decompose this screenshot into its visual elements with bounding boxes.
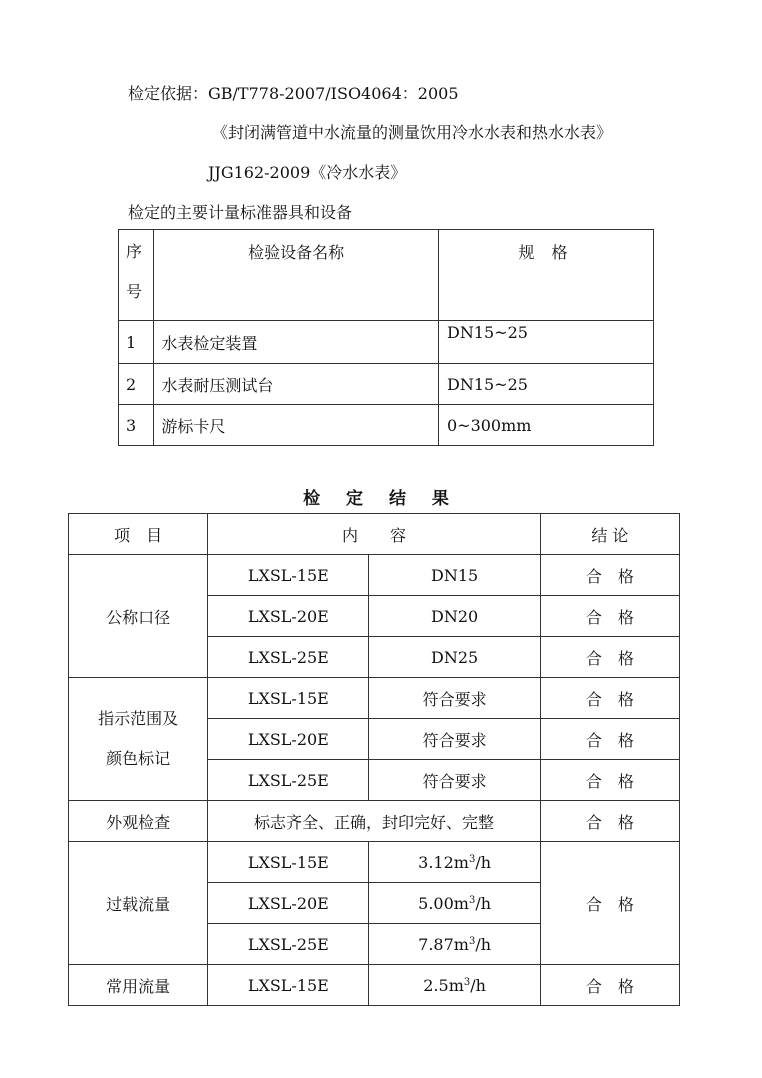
value-cell: 符合要求: [369, 678, 540, 719]
model-cell: LXSL-20E: [208, 883, 369, 924]
value-cell: [369, 842, 540, 883]
flow-unit-prefix: m: [453, 852, 469, 872]
equipment-header-row: [119, 230, 654, 321]
equipment-table: [118, 229, 654, 446]
conclusion-cell: 合 格: [540, 719, 679, 760]
row-name: 水表检定装置: [154, 321, 439, 364]
results-table: [68, 513, 680, 1006]
conclusion-cell: 合 格: [540, 678, 679, 719]
flow-unit-suffix: /h: [470, 975, 486, 995]
model-cell: LXSL-25E: [208, 924, 369, 965]
header-no-bottom: 号: [126, 282, 143, 301]
row-spec: DN15~25: [438, 321, 653, 364]
model-cell: LXSL-25E: [208, 637, 369, 678]
flow-unit-prefix: m: [453, 893, 469, 913]
indication-label-line-2: 颜色标记: [106, 749, 171, 768]
basis-line-1: 检定依据：GB/T778-2007/ISO4064：2005: [128, 84, 459, 103]
header-no: [119, 230, 154, 321]
header-equipment-name: 检验设备名称: [154, 230, 439, 321]
model-cell: LXSL-20E: [208, 596, 369, 637]
row-spec: 0~300mm: [438, 405, 653, 446]
header-item: 项 目: [69, 514, 208, 555]
conclusion-cell: 合 格: [540, 965, 679, 1006]
flow-unit-prefix: m: [453, 934, 469, 954]
model-cell: LXSL-15E: [208, 965, 369, 1006]
flow-unit-suffix: /h: [475, 934, 492, 954]
value-cell: [369, 965, 540, 1006]
flow-unit-prefix: m: [448, 975, 464, 995]
table-row: [69, 555, 680, 596]
model-cell: LXSL-15E: [208, 842, 369, 883]
header-conclusion: 结 论: [540, 514, 679, 555]
row-no: 2: [119, 364, 154, 405]
appearance-content: 标志齐全、正确，封印完好、完整: [208, 801, 541, 842]
header-content: 内 容: [208, 514, 541, 555]
flow-unit-exponent: 3: [468, 894, 476, 906]
model-cell: LXSL-15E: [208, 555, 369, 596]
results-header-row: [69, 514, 680, 555]
model-cell: LXSL-15E: [208, 678, 369, 719]
value-cell: [369, 924, 540, 965]
table-row: [119, 364, 654, 405]
value-cell: [369, 883, 540, 924]
table-row: [69, 678, 680, 719]
value-cell: DN25: [369, 637, 540, 678]
flow-value: 7.87: [418, 934, 454, 954]
basis-line-3: JJG162-2009《冷水水表》: [208, 163, 407, 182]
table-row: [119, 405, 654, 446]
conclusion-cell: 合 格: [540, 596, 679, 637]
table-row: [119, 321, 654, 364]
table-row: [69, 801, 680, 842]
row-name: 水表耐压测试台: [154, 364, 439, 405]
value-cell: DN20: [369, 596, 540, 637]
table-row: [69, 965, 680, 1006]
header-spec: 规 格: [438, 230, 653, 321]
conclusion-cell: 合 格: [540, 801, 679, 842]
flow-unit-exponent: 3: [468, 935, 476, 947]
value-cell: 符合要求: [369, 719, 540, 760]
model-cell: LXSL-20E: [208, 719, 369, 760]
row-no: 1: [119, 321, 154, 364]
flow-unit-exponent: 3: [463, 976, 471, 988]
results-title: 检 定 结 果: [303, 489, 459, 509]
row-no: 3: [119, 405, 154, 446]
item-overload-flow: 过载流量: [69, 842, 208, 965]
row-name: 游标卡尺: [154, 405, 439, 446]
value-cell: 符合要求: [369, 760, 540, 801]
model-cell: LXSL-25E: [208, 760, 369, 801]
conclusion-cell: 合 格: [540, 555, 679, 596]
conclusion-cell: 合 格: [540, 637, 679, 678]
indication-label-line-1: 指示范围及: [98, 709, 179, 728]
header-no-top: 序: [126, 242, 143, 261]
flow-unit-suffix: /h: [475, 893, 492, 913]
flow-unit-suffix: /h: [475, 852, 492, 872]
row-spec: DN15~25: [438, 364, 653, 405]
flow-value: 2.5: [423, 975, 449, 995]
flow-value: 5.00: [418, 893, 454, 913]
item-indication-range: [69, 678, 208, 801]
basis-line-2: 《封闭满管道中水流量的测量饮用冷水水表和热水水表》: [212, 123, 613, 142]
item-nominal-diameter: 公称口径: [69, 555, 208, 678]
equipment-heading: 检定的主要计量标准器具和设备: [128, 203, 353, 222]
flow-unit-exponent: 3: [468, 853, 476, 865]
item-appearance: 外观检查: [69, 801, 208, 842]
item-permanent-flow: 常用流量: [69, 965, 208, 1006]
value-cell: DN15: [369, 555, 540, 596]
table-row: [69, 842, 680, 883]
flow-value: 3.12: [418, 852, 454, 872]
conclusion-cell: 合 格: [540, 842, 679, 965]
conclusion-cell: 合 格: [540, 760, 679, 801]
